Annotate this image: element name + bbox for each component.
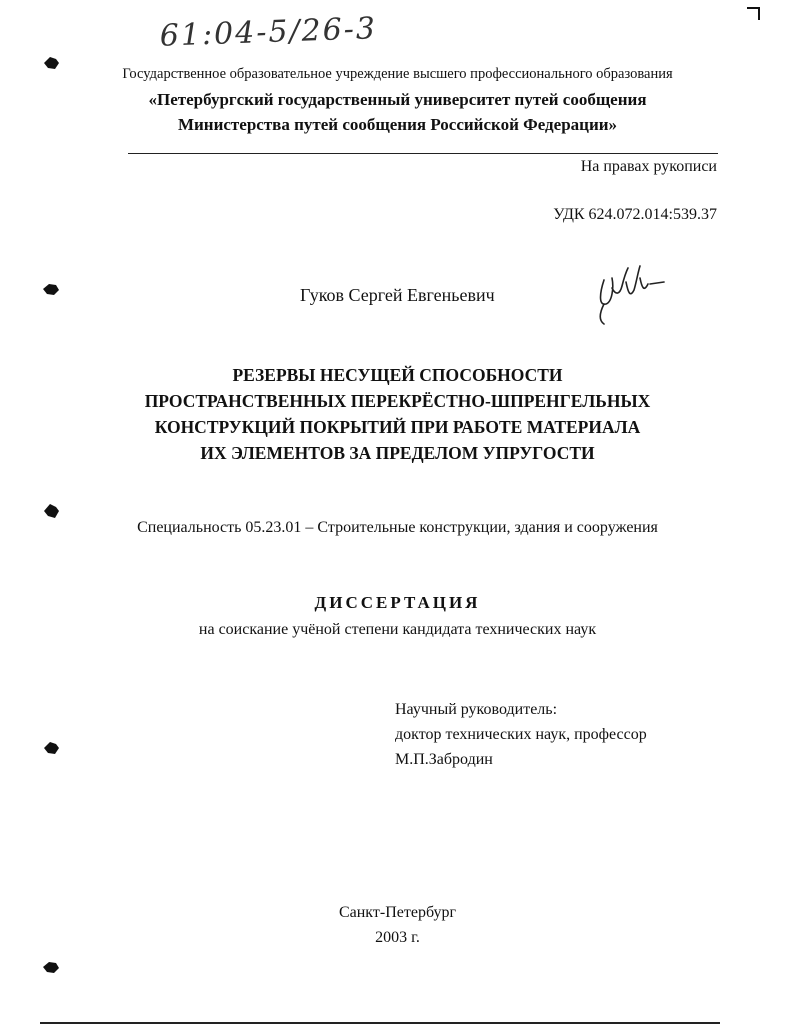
manuscript-note: На правах рукописи — [580, 158, 717, 175]
supervisor-block — [395, 697, 647, 772]
document-type: ДИССЕРТАЦИЯ — [314, 593, 481, 612]
udk-code: УДК 624.072.014:539.37 — [553, 206, 717, 223]
title-line: РЕЗЕРВЫ НЕСУЩЕЙ СПОСОБНОСТИ — [232, 365, 563, 385]
corner-mark-icon — [745, 6, 761, 22]
specialty: Специальность 05.23.01 – Строительные конструкции, здания и сооружения — [137, 519, 658, 536]
punch-hole-icon — [40, 502, 62, 520]
bottom-edge-line — [40, 1022, 720, 1024]
author-signature — [590, 258, 680, 330]
degree-statement: на соискание учёной степени кандидата технических наук — [198, 621, 597, 638]
institution-line-3: Министерства путей сообщения Российской Федерации» — [177, 115, 618, 134]
year: 2003 г. — [375, 929, 420, 946]
punch-hole-icon — [40, 958, 62, 976]
punch-hole-icon — [40, 280, 62, 298]
archive-number: 61:04-5/26-3 — [159, 11, 378, 54]
city: Санкт-Петербург — [338, 904, 457, 921]
title-line: ПРОСТРАНСТВЕННЫХ ПЕРЕКРЁСТНО-ШПРЕНГЕЛЬНЫХ — [144, 391, 651, 411]
supervisor-name: М.П.Забродин — [395, 751, 493, 768]
punch-hole-icon — [40, 739, 62, 757]
header-divider — [128, 153, 718, 154]
title-line: КОНСТРУКЦИЙ ПОКРЫТИЙ ПРИ РАБОТЕ МАТЕРИАЛА — [154, 417, 641, 437]
supervisor-label: Научный руководитель: — [395, 701, 558, 718]
supervisor-rank: доктор технических наук, профессор — [395, 726, 647, 743]
institution-line-2: «Петербургский государственный университет путей сообщения — [148, 90, 647, 109]
institution-line-1: Государственное образовательное учреждение высшего профессионального образования — [122, 66, 673, 82]
dissertation-title — [0, 362, 795, 466]
author-name: Гуков Сергей Евгеньевич — [300, 285, 495, 305]
title-line: ИХ ЭЛЕМЕНТОВ ЗА ПРЕДЕЛОМ УПРУГОСТИ — [200, 443, 595, 463]
